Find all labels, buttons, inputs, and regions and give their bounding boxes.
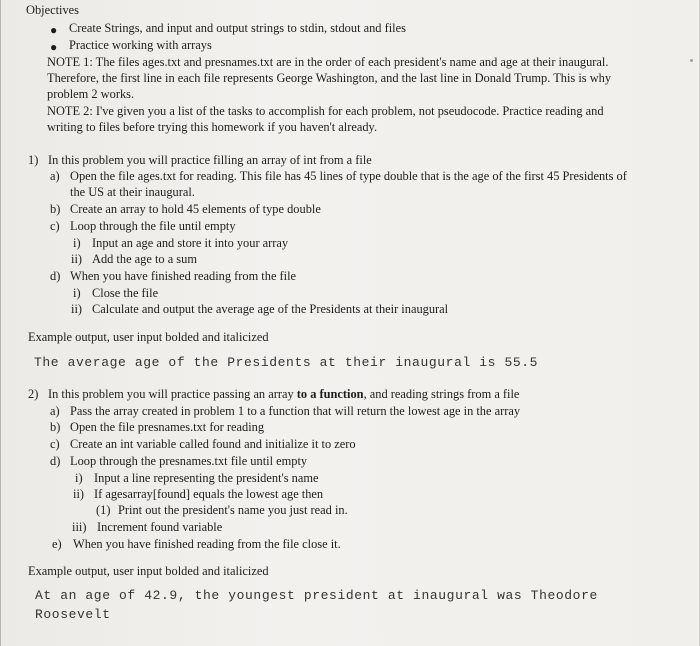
problem1-step-d-i: Close the file — [92, 286, 159, 300]
bullet-marker: ● — [50, 23, 58, 37]
problem2-step-d-ii: If agesarray[found] equals the lowest age then — [94, 487, 324, 501]
list-marker: d) — [50, 454, 61, 468]
problem2-step-a: Pass the array created in problem 1 to a function that will return the lowest age in the array — [70, 404, 521, 418]
problem1-step-a: the US at their inaugural. — [70, 185, 195, 199]
problem1-step-d-ii: Calculate and output the average age of the Presidents at their inaugural — [92, 302, 449, 316]
note2-line: writing to files before trying this homework if you haven't already. — [47, 120, 378, 134]
note1-line: Therefore, the first line in each file represents George Washington, and the last line in Donald Trump. This is why — [47, 71, 612, 85]
list-marker: (1) — [96, 503, 111, 517]
problem1-number: 1) — [28, 153, 39, 167]
list-marker: a) — [50, 404, 60, 418]
problem1-step-b: Create an array to hold 45 elements of type double — [70, 202, 321, 216]
problem2-number: 2) — [28, 387, 39, 401]
list-marker: a) — [50, 169, 60, 183]
stray-mark — [690, 59, 693, 62]
problem2-intro-text: In this problem you will practice passing an array — [48, 387, 297, 401]
problem1-intro: In this problem you will practice filling an array of int from a file — [48, 153, 372, 167]
objectives-heading: Objectives — [26, 3, 79, 17]
list-marker: d) — [50, 269, 61, 283]
problem2-example-output: Roosevelt — [35, 607, 111, 622]
bullet-marker: ● — [50, 40, 58, 54]
problem2-step-b: Open the file presnames.txt for reading — [70, 420, 265, 434]
problem2-step-e: When you have finished reading from the file close it. — [73, 537, 341, 551]
problem1-step-c-i: Input an age and store it into your array — [92, 236, 289, 250]
list-marker: i) — [73, 286, 81, 300]
problem2-intro-bold: to a function — [296, 387, 364, 401]
list-marker: b) — [50, 420, 61, 434]
problem1-step-a: Open the file ages.txt for reading. This file has 45 lines of type double that is the age of the first 45 Presidents of — [70, 169, 627, 183]
list-marker: ii) — [71, 252, 83, 266]
problem2-step-d-ii-1: Print out the president's name you just read in. — [118, 503, 348, 517]
problem1-step-c-ii: Add the age to a sum — [92, 252, 197, 266]
list-marker: iii) — [72, 520, 87, 534]
problem1-step-c: Loop through the file until empty — [70, 219, 236, 233]
note1-line: NOTE 1: The files ages.txt and presnames.txt are in the order of each president's name and age at their inaugural. — [47, 55, 609, 69]
problem2-step-c: Create an int variable called found and initialize it to zero — [70, 437, 356, 451]
problem1-example-label: Example output, user input bolded and italicized — [28, 330, 269, 344]
problem2-example-label: Example output, user input bolded and italicized — [28, 564, 269, 578]
problem1-step-d: When you have finished reading from the file — [70, 269, 297, 283]
problem2-intro-text: , and reading strings from a file — [363, 387, 520, 401]
problem2-step-d-iii: Increment found variable — [97, 520, 223, 534]
list-marker: b) — [50, 202, 61, 216]
problem2-example-output: At an age of 42.9, the youngest president at inaugural was Theodore — [35, 588, 598, 603]
list-marker: ii) — [73, 487, 85, 501]
note1-line: problem 2 works. — [47, 87, 135, 101]
problem2-step-d-i: Input a line representing the president's name — [94, 471, 319, 485]
list-marker: e) — [52, 537, 62, 551]
note2-line: NOTE 2: I've given you a list of the tasks to accomplish for each problem, not pseudocode. Practice reading and — [47, 104, 604, 118]
list-marker: c) — [50, 219, 60, 233]
problem1-example-output: The average age of the Presidents at their inaugural is 55.5 — [34, 355, 539, 370]
page-edge-left — [0, 0, 1, 646]
list-marker: i) — [75, 471, 83, 485]
objective-item: Create Strings, and input and output strings to stdin, stdout and files — [69, 21, 406, 35]
list-marker: i) — [73, 236, 81, 250]
objective-item: Practice working with arrays — [69, 38, 212, 52]
list-marker: ii) — [71, 302, 83, 316]
problem2-step-d: Loop through the presnames.txt file until empty — [70, 454, 308, 468]
problem2-intro — [48, 387, 519, 402]
list-marker: c) — [50, 437, 60, 451]
